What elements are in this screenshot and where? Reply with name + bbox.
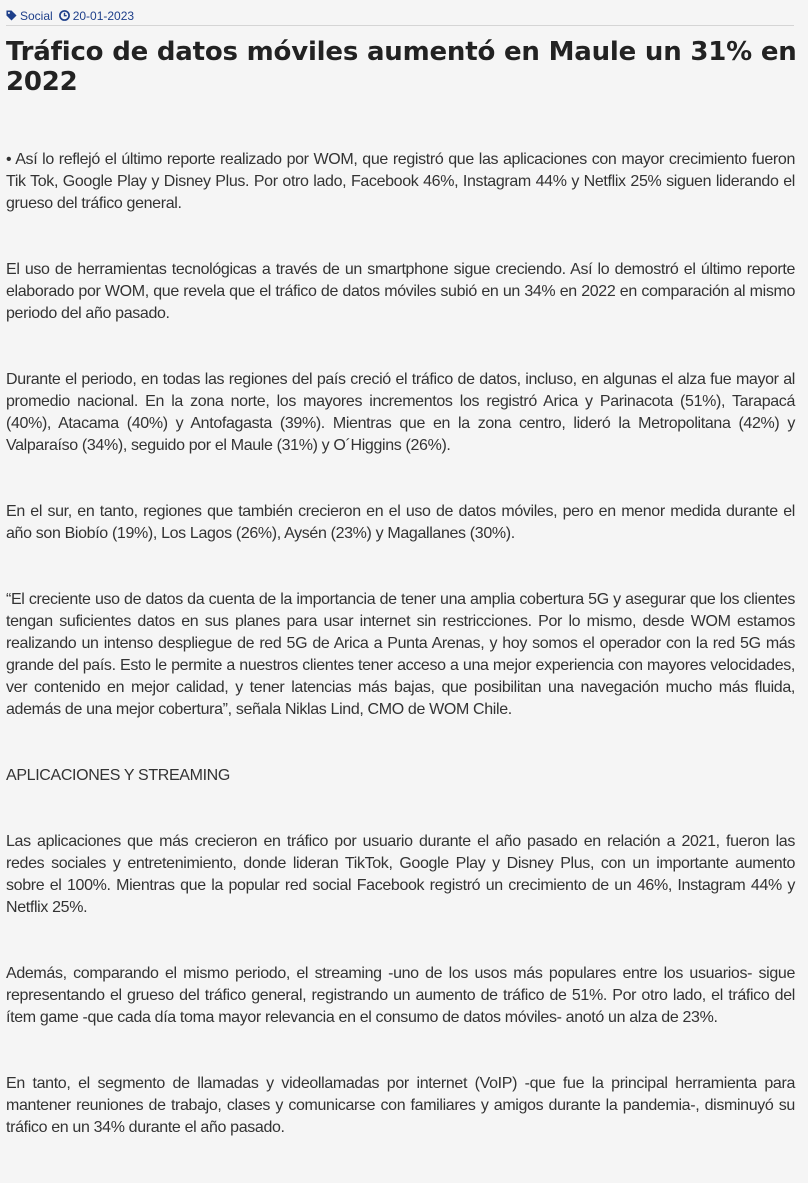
article-paragraph: Las aplicaciones que más crecieron en tráfico por usuario durante el año pasado en relación a 2021, fueron las redes sociales y entretenimiento, donde lideran TikTok, Google Play y Disney Plus, con un importante aumento sobre el 100%. Mientras que la popular red social Facebook registró un crecimiento de un 46%, Instagram 44% y Netflix 25%. [6, 833, 795, 916]
article-paragraph: Además, comparando el mismo periodo, el streaming -uno de los usos más populares entre los usuarios- sigue representando el grueso del tráfico general, registrando un aumento de tráfico de 51%. Por otro lado, el tráfico del ítem game -que cada día toma mayor relevancia en el consumo de datos móviles- anotó un alza de 23%. [6, 965, 795, 1026]
article-paragraph: “El creciente uso de datos da cuenta de la importancia de tener una amplia cobertura 5G y asegurar que los clientes tengan suficientes datos en sus planes para usar internet sin restricciones. Por lo mismo, desde WOM estamos realizando un intenso despliegue de red 5G de Arica a Punta Arenas, y hoy somos el operador con la red 5G más grande del país. Esto le permite a nuestros clientes tener acceso a una mejor experiencia con mayores velocidades, ver contenido en mejor calidad, y tener latencias más bajas, que posibilitan una navegación mucho más fluida, además de una mejor cobertura”, señala Niklas Lind, CMO de WOM Chile. [6, 591, 795, 718]
article-title: Tráfico de datos móviles aumentó en Maule un 31% en 2022 [6, 37, 797, 97]
category-link[interactable]: Social [20, 8, 53, 23]
publish-date: 20-01-2023 [72, 8, 135, 23]
clock-icon [59, 10, 70, 21]
article-paragraph: En tanto, el segmento de llamadas y videollamadas por internet (VoIP) -que fue la principal herramienta para mantener reuniones de trabajo, clases y comunicarse con familiares y amigos durante la pandemia-, disminuyó su tráfico en un 34% durante el año pasado. [6, 1075, 795, 1136]
article-paragraph: • Así lo reflejó el último reporte realizado por WOM, que registró que las aplicaciones con mayor crecimiento fueron Tik Tok, Google Play y Disney Plus. Por otro lado, Facebook 46%, Instagram 44% y Netflix 25% siguen liderando el grueso del tráfico general. [6, 151, 795, 212]
article-body [6, 149, 795, 1183]
tag-icon [6, 10, 17, 21]
article-meta [6, 6, 794, 26]
article-paragraph: El uso de herramientas tecnológicas a través de un smartphone sigue creciendo. Así lo demostró el último reporte elaborado por WOM, que revela que el tráfico de datos móviles subió en un 34% en 2022 en comparación al mismo periodo del año pasado. [6, 261, 795, 322]
article-paragraph: En el sur, en tanto, regiones que también crecieron en el uso de datos móviles, pero en menor medida durante el año son Biobío (19%), Los Lagos (26%), Aysén (23%) y Magallanes (30%). [6, 503, 795, 542]
article-paragraph: Durante el periodo, en todas las regiones del país creció el tráfico de datos, incluso, en algunas el alza fue mayor al promedio nacional. En la zona norte, los mayores incrementos los registró Arica y Parinacota (51%), Tarapacá (40%), Atacama (40%) y Antofagasta (39%). Mientras que en la zona centro, lideró la Metropolitana (42%) y Valparaíso (34%), seguido por el Maule (31%) y O´Higgins (26%). [6, 371, 795, 454]
section-subheading: APLICACIONES Y STREAMING [6, 767, 230, 784]
